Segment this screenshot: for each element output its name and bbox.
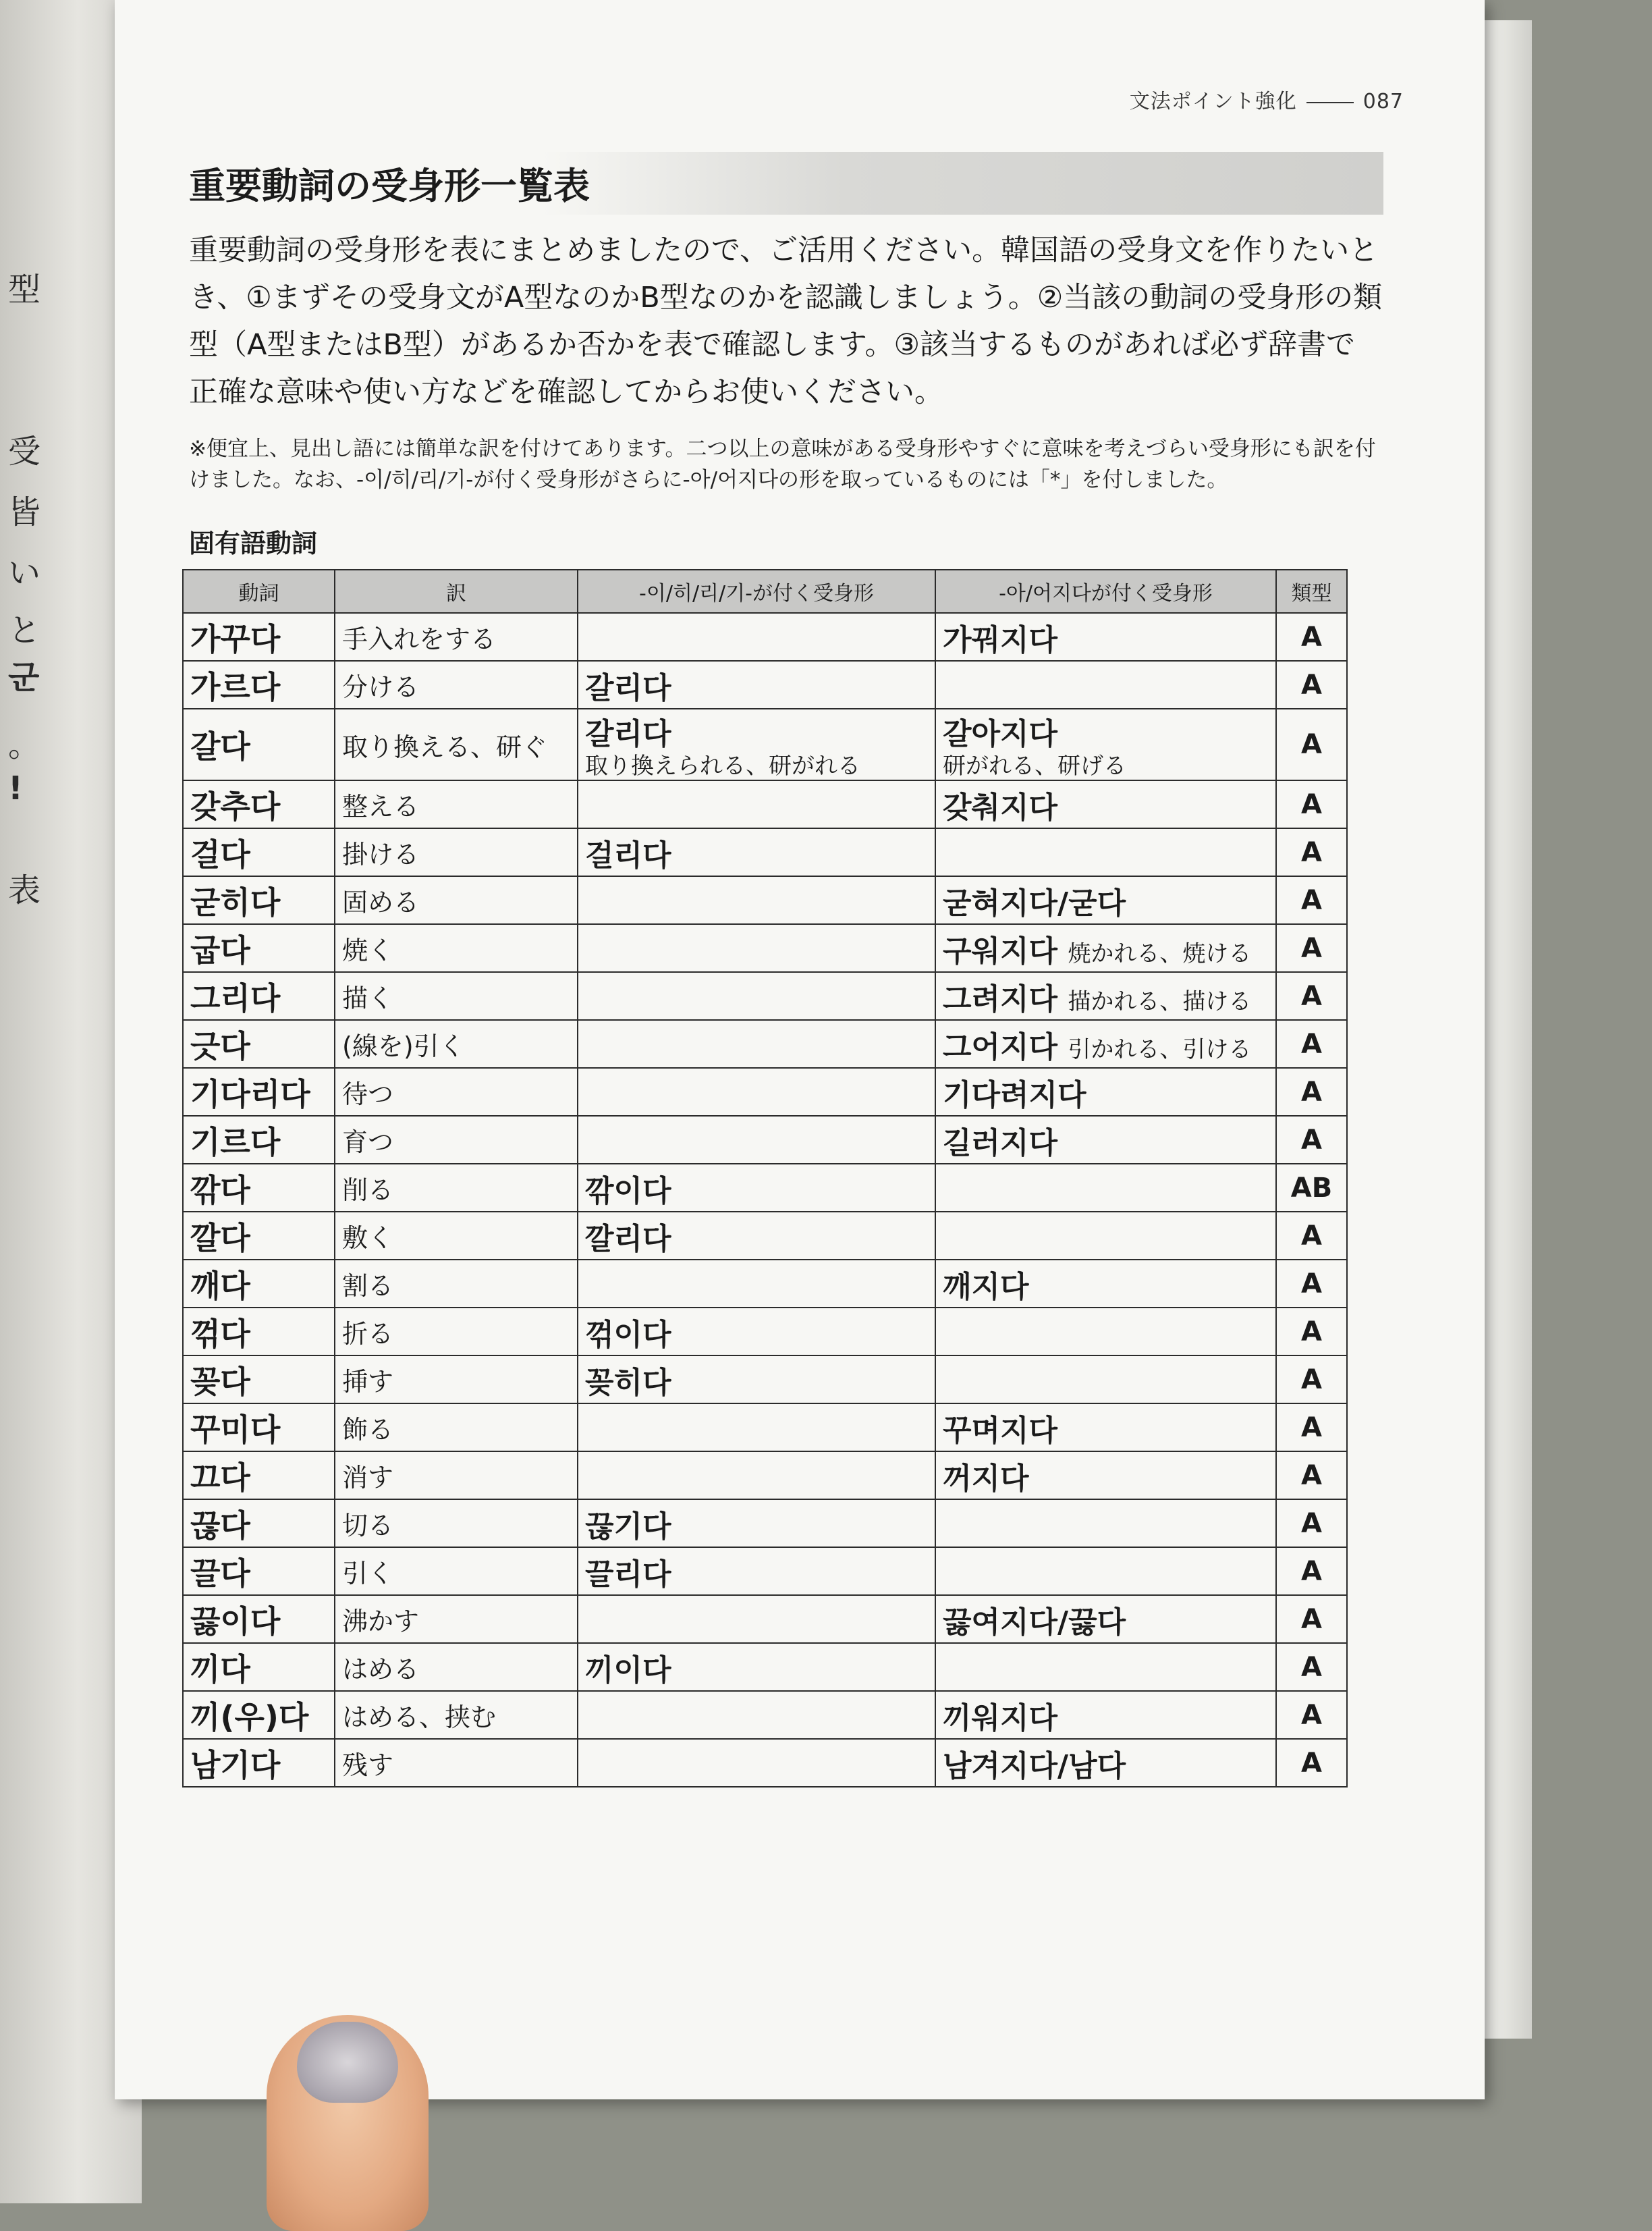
verb-cell: 갈다 [183, 709, 335, 780]
gloss-cell: 待つ [335, 1068, 578, 1116]
verb-cell: 깎다 [183, 1164, 335, 1212]
intro-paragraph: 重要動詞の受身形を表にまとめましたので、ご活用ください。韓国語の受身文を作りたいとき、①まずその受身文がA型なのかB型なのかを認識しましょう。②当該の動詞の受身形の類型（A型またはB型）があるか否かを表で確認します。③該当するものがあれば必ず辞書で正確な意味や使い方などを確認してからお使いください。 [189, 234, 1383, 409]
pass2-cell [935, 876, 1276, 924]
gloss-cell: 敷く [335, 1212, 578, 1260]
pass2-form: 길러지다 [943, 1125, 1058, 1160]
gloss-cell: 飾る [335, 1403, 578, 1451]
pass2-cell [935, 1068, 1276, 1116]
facing-page-fragment: ! [8, 770, 23, 807]
pass2-form: 굳혀지다/굳다 [943, 886, 1126, 921]
pass1-cell [578, 972, 935, 1020]
pass2-cell [935, 1643, 1276, 1691]
type-cell: AB [1276, 1164, 1347, 1212]
pass1-cell [578, 1547, 935, 1595]
pass1-cell [578, 1020, 935, 1068]
type-cell: A [1276, 709, 1347, 780]
gloss-cell: 分ける [335, 661, 578, 709]
type-cell: A [1276, 1595, 1347, 1643]
pass2-cell [935, 613, 1276, 661]
type-cell: A [1276, 1020, 1347, 1068]
gloss-cell: 折る [335, 1308, 578, 1355]
pass2-cell [935, 1595, 1276, 1643]
table-row [183, 709, 1347, 780]
type-cell: A [1276, 924, 1347, 972]
type-cell: A [1276, 1499, 1347, 1547]
table-body [183, 613, 1347, 1787]
pass1-cell [578, 613, 935, 661]
pass1-cell [578, 1116, 935, 1164]
table-row [183, 613, 1347, 661]
table-row [183, 924, 1347, 972]
pass1-note: 取り換えられる、研がれる [585, 753, 860, 780]
table-row [183, 828, 1347, 876]
pass2-form: 가꿔지다 [943, 622, 1058, 657]
pass2-form: 갈아지다 [943, 717, 1058, 751]
facing-page-fragment: 。 [8, 726, 41, 764]
pass2-cell [935, 780, 1276, 828]
table-row [183, 1643, 1347, 1691]
facing-page-fragment: 表 [8, 871, 41, 909]
verb-cell: 꽂다 [183, 1355, 335, 1403]
verb-cell: 굳히다 [183, 876, 335, 924]
pass1-form: 깔리다 [585, 1221, 671, 1256]
pass2-note: 引かれる、引ける [1068, 1036, 1252, 1063]
pass1-cell [578, 924, 935, 972]
pass1-cell [578, 1643, 935, 1691]
pass2-cell [935, 1116, 1276, 1164]
pass1-cell [578, 1499, 935, 1547]
gloss-cell: 取り換える、研ぐ [335, 709, 578, 780]
pass2-form: 남겨지다/남다 [943, 1748, 1126, 1783]
type-cell: A [1276, 1643, 1347, 1691]
table-row [183, 1260, 1347, 1308]
fingernail [297, 2022, 398, 2103]
facing-page-fragment: と [8, 612, 41, 649]
pass2-form: 그려지다 [943, 982, 1058, 1017]
verb-cell: 끄다 [183, 1451, 335, 1499]
section-title: 固有語動詞 [189, 529, 318, 558]
gloss-cell: 焼く [335, 924, 578, 972]
facing-page-fragment: 型 [8, 271, 41, 308]
page-number: 087 [1362, 90, 1404, 113]
table-row [183, 972, 1347, 1020]
pass2-cell [935, 924, 1276, 972]
table-row [183, 1020, 1347, 1068]
verb-cell: 꺾다 [183, 1308, 335, 1355]
table-row [183, 1403, 1347, 1451]
table-row [183, 1691, 1347, 1739]
pass1-cell [578, 661, 935, 709]
pass2-note: 焼かれる、焼ける [1068, 940, 1252, 967]
gloss-cell: 挿す [335, 1355, 578, 1403]
type-cell: A [1276, 1403, 1347, 1451]
verb-cell: 끊다 [183, 1499, 335, 1547]
type-cell: A [1276, 613, 1347, 661]
pass2-cell [935, 661, 1276, 709]
pass1-cell [578, 780, 935, 828]
verb-cell: 가꾸다 [183, 613, 335, 661]
footnote: ※便宜上、見出し語には簡単な訳を付けてあります。二つ以上の意味がある受身形やすぐに意味を考えづらい受身形にも訳を付けました。なお、-이/히/리/기-が付く受身形がさらに-아/어지다の形を取っているものには「*」を付しました。 [189, 437, 1376, 492]
pass2-form: 끼워지다 [943, 1700, 1058, 1736]
pass1-cell [578, 1355, 935, 1403]
gloss-cell: 切る [335, 1499, 578, 1547]
pass2-form: 꾸며지다 [943, 1413, 1058, 1448]
table-row [183, 1499, 1347, 1547]
facing-page-fragment: い [8, 554, 41, 592]
pass1-cell [578, 1260, 935, 1308]
pass2-cell [935, 1499, 1276, 1547]
verb-cell: 꾸미다 [183, 1403, 335, 1451]
table-row [183, 876, 1347, 924]
pass2-cell [935, 1355, 1276, 1403]
pass2-cell [935, 1020, 1276, 1068]
verb-cell: 끼다 [183, 1643, 335, 1691]
pass1-form: 끊기다 [585, 1509, 671, 1544]
type-cell: A [1276, 1451, 1347, 1499]
verb-cell: 끌다 [183, 1547, 335, 1595]
type-cell: A [1276, 972, 1347, 1020]
pass1-cell [578, 828, 935, 876]
pass2-cell [935, 1212, 1276, 1260]
pass1-cell [578, 1068, 935, 1116]
running-head-section: 文法ポイント強化 [1129, 90, 1297, 113]
verb-cell: 끼(우)다 [183, 1691, 335, 1739]
verb-cell: 가르다 [183, 661, 335, 709]
type-cell: A [1276, 876, 1347, 924]
type-cell: A [1276, 1212, 1347, 1260]
running-head [1130, 84, 1404, 114]
pass2-note: 研がれる、研げる [943, 753, 1126, 780]
pass2-cell [935, 828, 1276, 876]
type-cell: A [1276, 1116, 1347, 1164]
pass2-form: 깨지다 [943, 1269, 1029, 1304]
pass1-cell [578, 1451, 935, 1499]
table-row [183, 1547, 1347, 1595]
pass2-form: 기다려지다 [943, 1077, 1086, 1112]
type-cell: A [1276, 1691, 1347, 1739]
table-row [183, 1068, 1347, 1116]
pass2-cell [935, 1164, 1276, 1212]
table-row [183, 1355, 1347, 1403]
page-content [182, 152, 1383, 1788]
table-row [183, 1451, 1347, 1499]
table-row [183, 661, 1347, 709]
running-head-rule [1306, 102, 1354, 103]
verb-cell: 그리다 [183, 972, 335, 1020]
type-cell: A [1276, 661, 1347, 709]
table-row [183, 1595, 1347, 1643]
type-cell: A [1276, 780, 1347, 828]
gloss-cell: 描く [335, 972, 578, 1020]
pass2-cell [935, 972, 1276, 1020]
book-page [115, 0, 1485, 2099]
pass2-cell [935, 1260, 1276, 1308]
verb-cell: 굽다 [183, 924, 335, 972]
gloss-cell: 育つ [335, 1116, 578, 1164]
pass1-form: 걸리다 [585, 838, 671, 873]
pass2-cell [935, 1451, 1276, 1499]
gloss-cell: 引く [335, 1547, 578, 1595]
pass2-cell [935, 1739, 1276, 1787]
pass2-form: 꺼지다 [943, 1461, 1029, 1496]
pass1-form: 갈리다 [585, 717, 671, 751]
verb-cell: 기르다 [183, 1116, 335, 1164]
gloss-cell: 固める [335, 876, 578, 924]
type-cell: A [1276, 1355, 1347, 1403]
gloss-cell: 割る [335, 1260, 578, 1308]
gloss-cell: (線を)引く [335, 1020, 578, 1068]
header-type: 類型 [1276, 570, 1347, 613]
pass1-form: 꺾이다 [585, 1317, 671, 1352]
type-cell: A [1276, 1547, 1347, 1595]
verb-cell: 남기다 [183, 1739, 335, 1787]
table-row [183, 1739, 1347, 1787]
pass1-cell [578, 1595, 935, 1643]
pass1-cell [578, 709, 935, 780]
verb-cell: 기다리다 [183, 1068, 335, 1116]
verb-cell: 걸다 [183, 828, 335, 876]
pass2-cell [935, 1308, 1276, 1355]
gloss-cell: 手入れをする [335, 613, 578, 661]
gloss-cell: 整える [335, 780, 578, 828]
header-verb: 動詞 [183, 570, 335, 613]
gloss-cell: 削る [335, 1164, 578, 1212]
pass1-form: 끼이다 [585, 1652, 671, 1688]
verb-cell: 깨다 [183, 1260, 335, 1308]
verb-cell: 끓이다 [183, 1595, 335, 1643]
table-row [183, 1308, 1347, 1355]
pass2-note: 描かれる、描ける [1068, 988, 1252, 1015]
header-pass1: -이/히/리/기-が付く受身形 [578, 570, 935, 613]
gloss-cell: 沸かす [335, 1595, 578, 1643]
type-cell: A [1276, 1308, 1347, 1355]
verb-cell: 갖추다 [183, 780, 335, 828]
type-cell: A [1276, 1260, 1347, 1308]
pass1-form: 깎이다 [585, 1173, 671, 1208]
facing-page-fragment: 受 [8, 433, 41, 471]
type-cell: A [1276, 828, 1347, 876]
gloss-cell: はめる [335, 1643, 578, 1691]
pass1-cell [578, 1212, 935, 1260]
pass2-cell [935, 1547, 1276, 1595]
pass2-cell [935, 1691, 1276, 1739]
gloss-cell: 残す [335, 1739, 578, 1787]
pass1-cell [578, 1164, 935, 1212]
table-row [183, 1212, 1347, 1260]
header-gloss: 訳 [335, 570, 578, 613]
verb-cell: 긋다 [183, 1020, 335, 1068]
pass1-form: 끌리다 [585, 1557, 671, 1592]
gloss-cell: 消す [335, 1451, 578, 1499]
verb-cell: 깔다 [183, 1212, 335, 1260]
pass2-form: 갖춰지다 [943, 790, 1058, 825]
table-row [183, 1164, 1347, 1212]
pass1-form: 꽂히다 [585, 1365, 671, 1400]
pass2-form: 끓여지다/끓다 [943, 1605, 1126, 1640]
pass2-cell [935, 709, 1276, 780]
pass2-form: 그어지다 [943, 1029, 1058, 1065]
table-header-row [183, 570, 1347, 613]
pass1-cell [578, 876, 935, 924]
facing-page-fragment: 皆 [8, 493, 41, 531]
pass1-cell [578, 1691, 935, 1739]
gloss-cell: 掛ける [335, 828, 578, 876]
pass2-form: 구워지다 [943, 934, 1058, 969]
gloss-cell: はめる、挟む [335, 1691, 578, 1739]
pass1-form: 갈리다 [585, 670, 671, 705]
table-row [183, 780, 1347, 828]
pass1-cell [578, 1308, 935, 1355]
facing-page-fragment: 군 [8, 659, 40, 697]
type-cell: A [1276, 1068, 1347, 1116]
pass2-cell [935, 1403, 1276, 1451]
page-title: 重要動詞の受身形一覧表 [182, 152, 1383, 215]
type-cell: A [1276, 1739, 1347, 1787]
pass1-cell [578, 1403, 935, 1451]
passive-verb-table [182, 569, 1348, 1788]
pass1-cell [578, 1739, 935, 1787]
header-pass2: -아/어지다が付く受身形 [935, 570, 1276, 613]
table-row [183, 1116, 1347, 1164]
